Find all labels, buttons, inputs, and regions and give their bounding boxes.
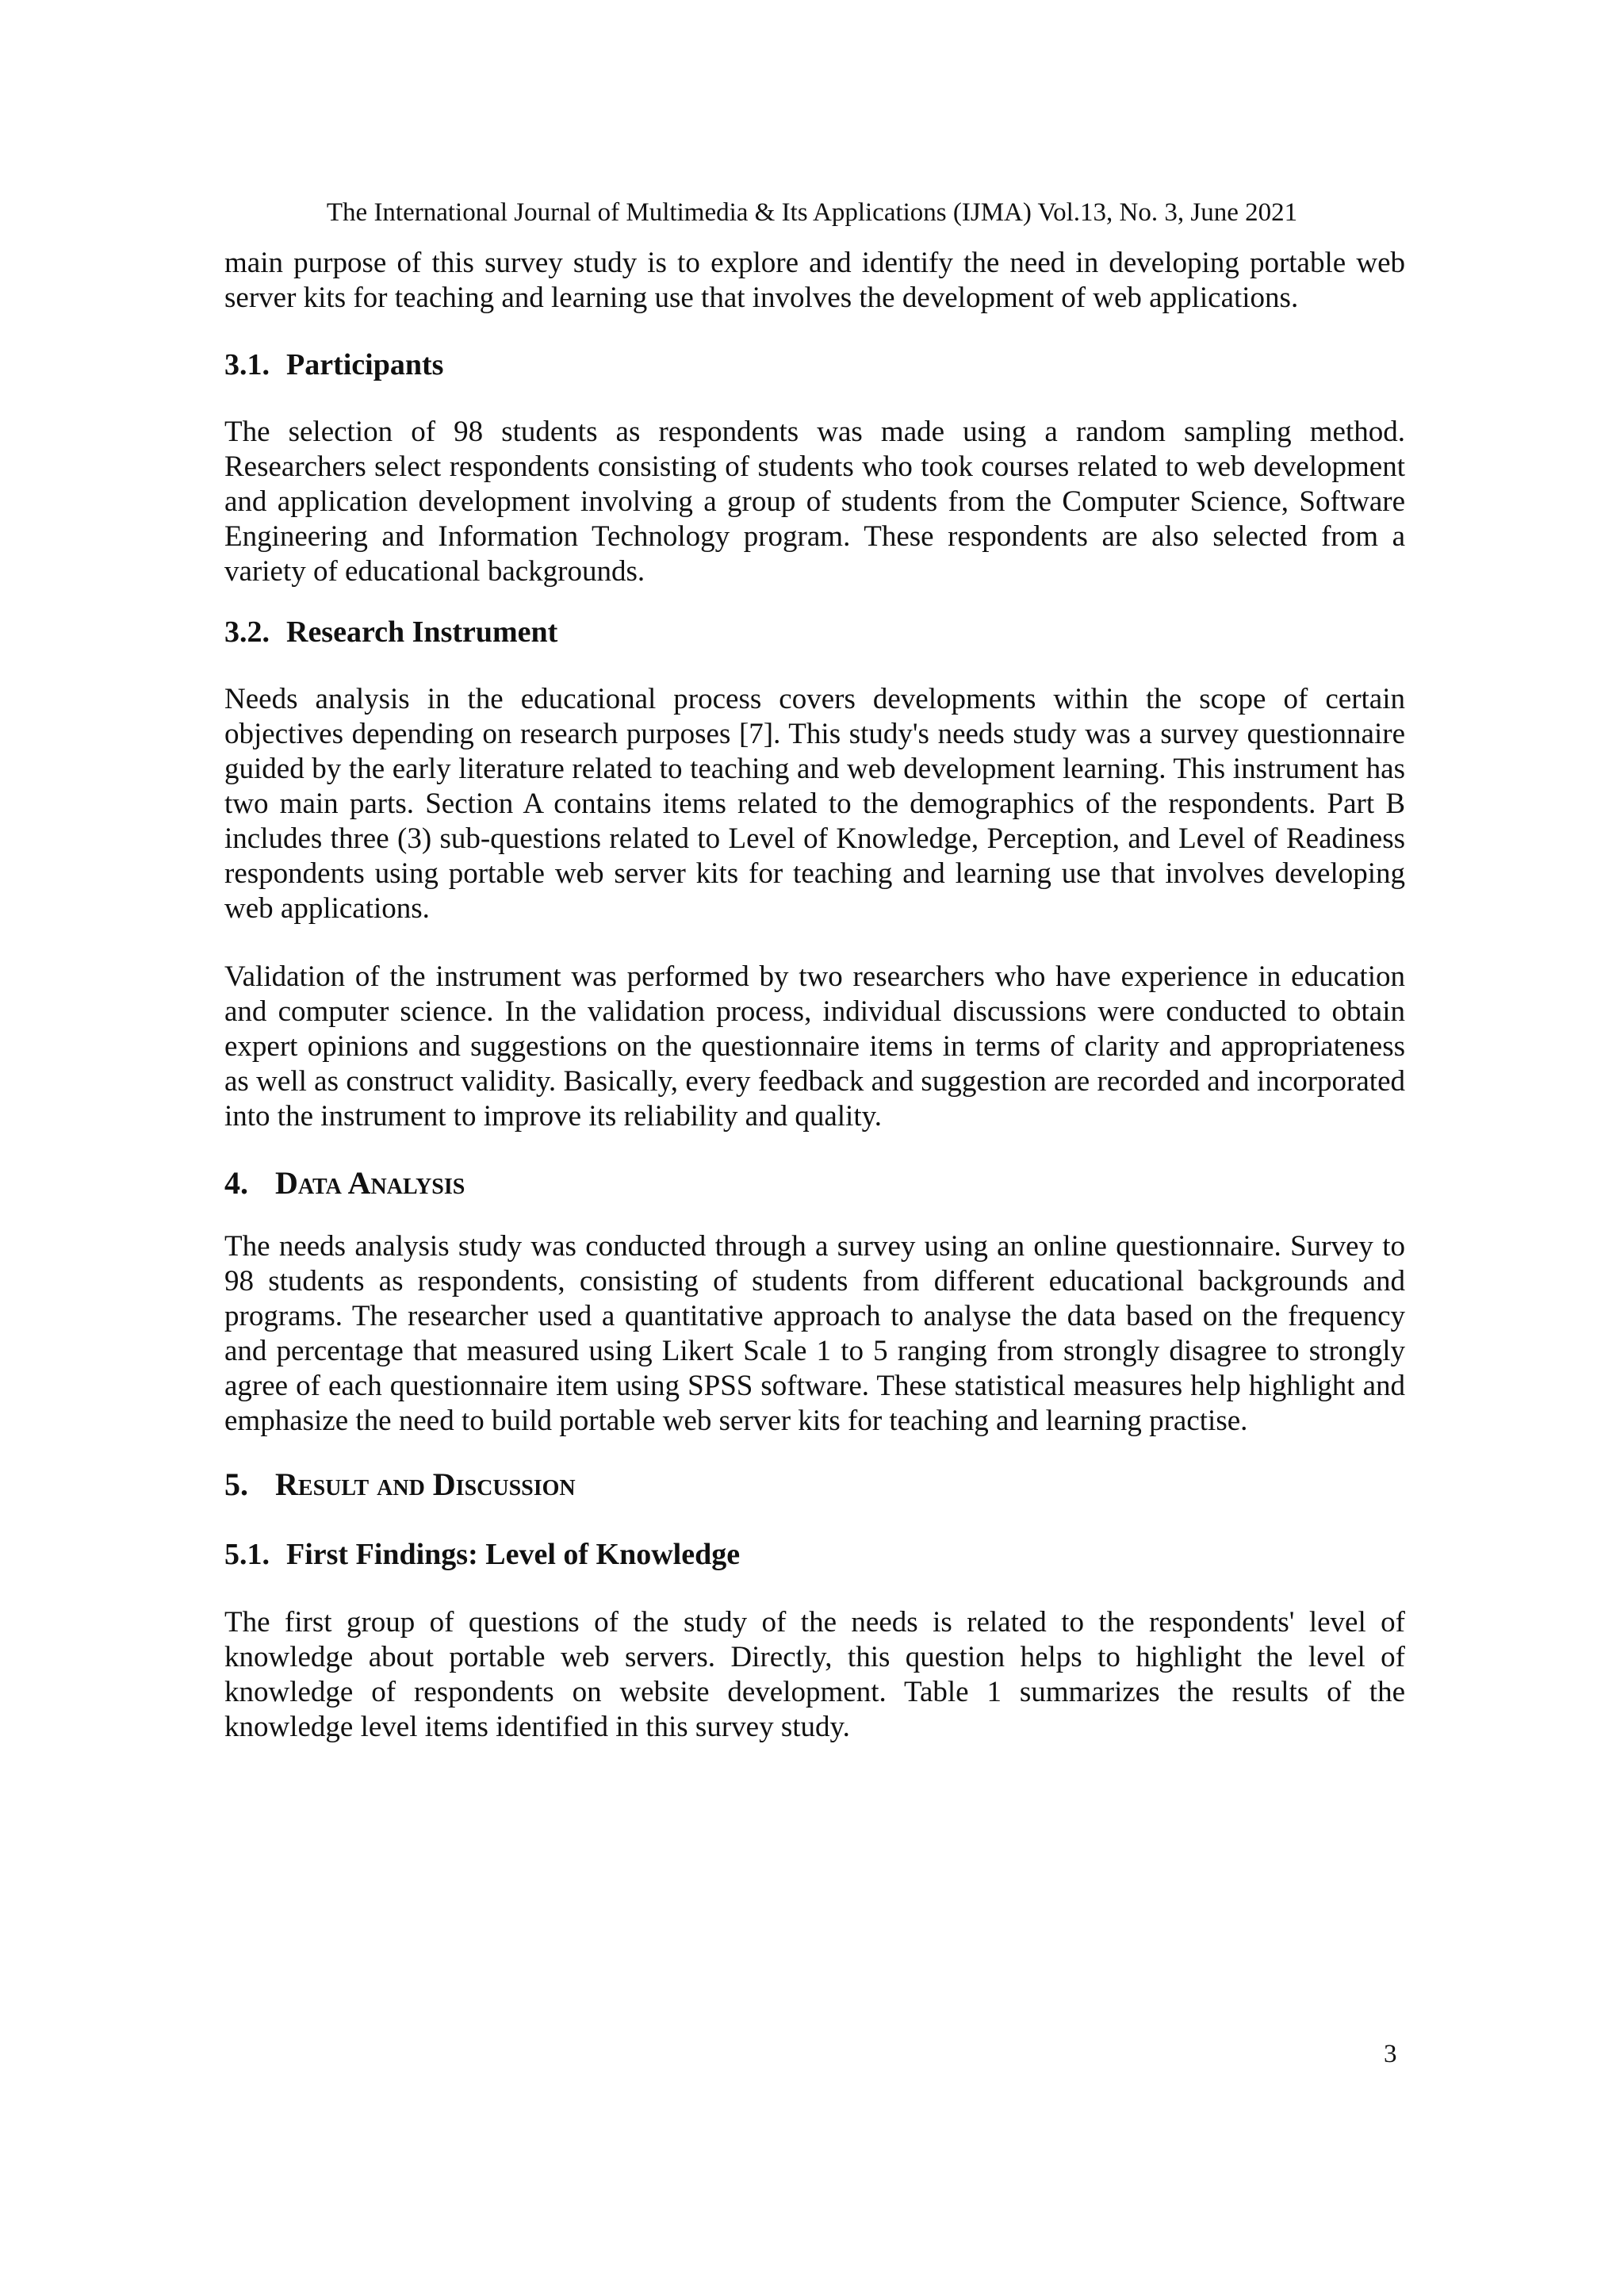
running-header: The International Journal of Multimedia & Its Applications (IJMA) Vol.13, No. 3, June 2021 bbox=[326, 198, 1298, 227]
instrument-paragraph-2: Validation of the instrument was performed by two researchers who have experience in education and computer science. In the validation process, individual discussions were conducted to obtain expert opinions and suggestions on the questionnaire items in terms of clarity and appropriateness as well as construct validity. Basically, every feedback and suggestion are recorded and incorporated into the instrument to improve its reliability and quality. bbox=[224, 960, 1405, 1133]
section-4-heading bbox=[224, 1163, 1405, 1204]
intro-paragraph: main purpose of this survey study is to explore and identify the need in developing portable web server kits for teaching and learning use that involves the development of web applications. bbox=[224, 247, 1405, 314]
section-number: 3.2. bbox=[224, 615, 270, 649]
section-title: Result and Discussion bbox=[275, 1466, 576, 1502]
section-title: Participants bbox=[286, 348, 444, 381]
section-3-2-heading bbox=[224, 613, 1405, 651]
instrument-paragraph-1: Needs analysis in the educational process covers developments within the scope of certain objectives depending on research purposes [7]. This study's needs study was a survey questionnaire guided by the early literature related to teaching and web development learning. This instrument has two main parts. Section A contains items related to the demographics of the respondents. Part B includes three (3) sub-questions related to Level of Knowledge, Perception, and Level of Readiness respondents using portable web server kits for teaching and learning use that involves developing web applications. bbox=[224, 683, 1405, 925]
section-3-1-heading bbox=[224, 346, 1405, 384]
section-number: 5. bbox=[224, 1466, 248, 1502]
page-number: 3 bbox=[1384, 2040, 1397, 2068]
section-title: Data Analysis bbox=[275, 1165, 465, 1201]
section-5-1-heading bbox=[224, 1535, 1405, 1573]
section-title: First Findings: Level of Knowledge bbox=[286, 1538, 741, 1571]
section-number: 5.1. bbox=[224, 1538, 270, 1571]
knowledge-paragraph: The first group of questions of the study of the needs is related to the respondents' level of knowledge about portable web servers. Directly, this question helps to highlight the level of knowledge of respondents on website development. Table 1 summarizes the results of the knowledge level items identified in this survey study. bbox=[224, 1606, 1405, 1743]
article-body bbox=[224, 246, 1405, 1745]
participants-paragraph: The selection of 98 students as respondents was made using a random sampling method. Researchers select respondents consisting of students who took courses related to web development and application development involving a group of students from the Computer Science, Software Engineering and Information Technology program. These respondents are also selected from a variety of educational backgrounds. bbox=[224, 416, 1405, 588]
section-title: Research Instrument bbox=[286, 615, 558, 649]
section-number: 4. bbox=[224, 1165, 248, 1201]
section-5-heading bbox=[224, 1464, 1405, 1505]
data-analysis-paragraph: The needs analysis study was conducted through a survey using an online questionnaire. Survey to 98 students as respondents, consisting of students from different educational backgrounds and programs. The researcher used a quantitative approach to analyse the data based on the frequency and percentage that measured using Likert Scale 1 to 5 ranging from strongly disagree to strongly agree of each questionnaire item using SPSS software. These statistical measures help highlight and emphasize the need to build portable web server kits for teaching and learning practise. bbox=[224, 1230, 1405, 1437]
section-number: 3.1. bbox=[224, 348, 270, 381]
